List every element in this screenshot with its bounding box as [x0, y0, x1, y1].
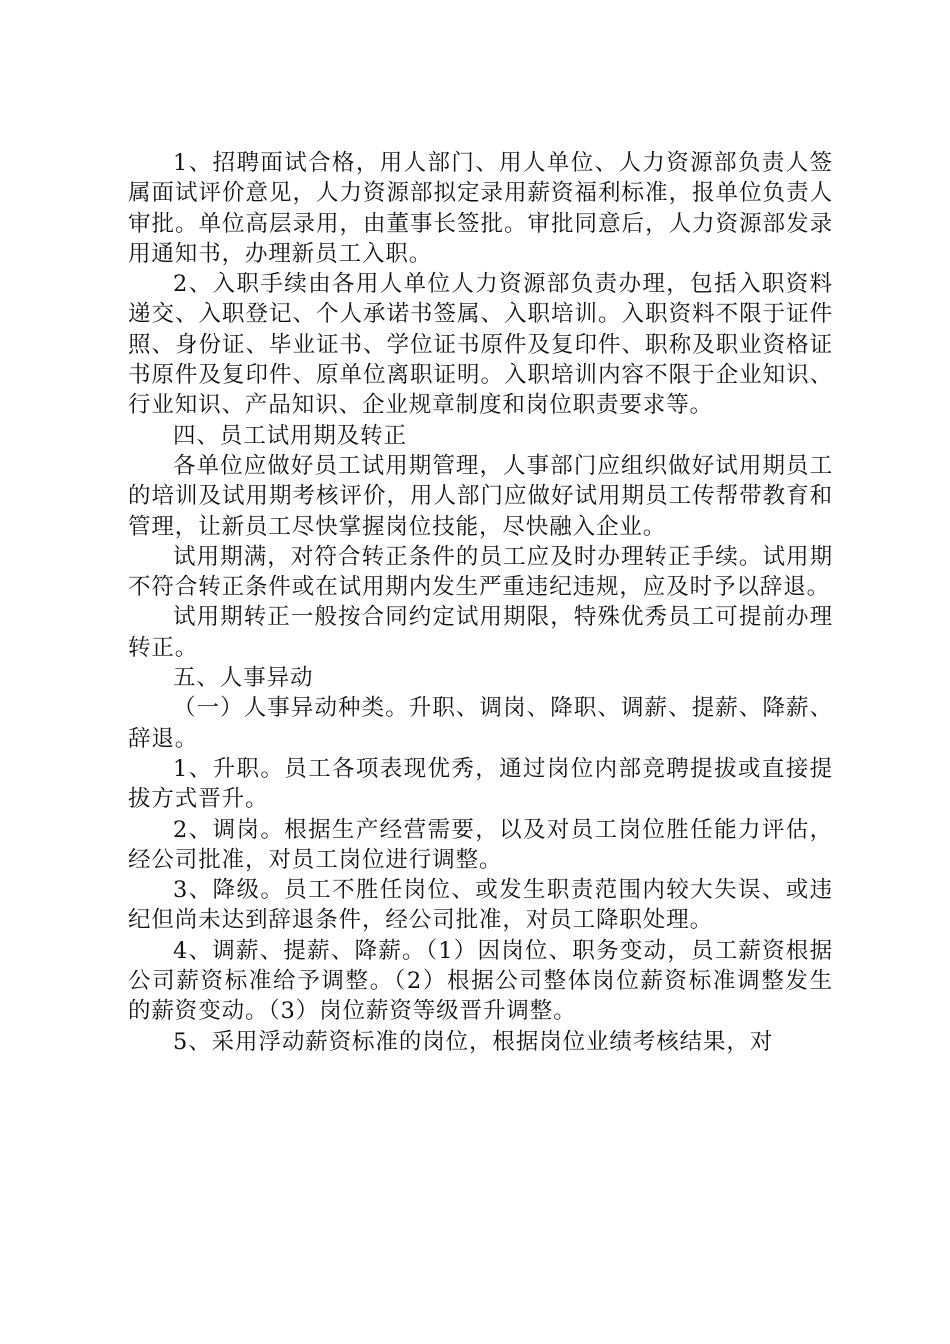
- section-heading-probation: 四、员工试用期及转正: [173, 422, 408, 449]
- paragraph-transfer: 2、调岗。根据生产经营需要，以及对员工岗位胜任能力评估，经公司批准，对员工岗位进行调整。: [128, 816, 833, 873]
- paragraph-hiring-approval: 1、招聘面试合格，用人部门、用人单位、人力资源部负责人签属面试评价意见，人力资源部拟定录用薪资福利标准，报单位负责人审批。单位高层录用，由董事长签批。审批同意后，人力资源部发录用通知书，办理新员工入职。: [128, 150, 833, 267]
- paragraph-salary-adjustment: 4、调薪、提薪、降薪。（1）因岗位、职务变动，员工薪资根据公司薪资标准给予调整。（2）根据公司整体岗位薪资标准调整发生的薪资变动。（3）岗位薪资等级晋升调整。: [128, 937, 833, 1025]
- document-body: [128, 148, 833, 1057]
- paragraph-onboarding-procedure: 2、入职手续由各用人单位人力资源部负责办理，包括入职资料递交、入职登记、个人承诺书签属、入职培训。入职资料不限于证件照、身份证、毕业证书、学位证书原件及复印件、职称及职业资格证书原件及复印件、原单位离职证明。入职培训内容不限于企业知识、行业知识、产品知识、企业规章制度和岗位职责要求等。: [128, 271, 833, 419]
- paragraph-promotion: 1、升职。员工各项表现优秀，通过岗位内部竞聘提拔或直接提拔方式晋升。: [128, 755, 833, 813]
- paragraph-demotion: 3、降级。员工不胜任岗位、或发生职责范围内较大失误、或违纪但尚未达到辞退条件，经公司批准，对员工降职处理。: [128, 877, 833, 934]
- paragraph-floating-salary: 5、采用浮动薪资标准的岗位，根据岗位业绩考核结果，对: [173, 1028, 774, 1055]
- paragraph-early-confirmation: 试用期转正一般按合同约定试用期限，特殊优秀员工可提前办理转正。: [128, 604, 833, 661]
- paragraph-probation-management: 各单位应做好员工试用期管理，人事部门应组织做好试用期员工的培训及试用期考核评价，用人部门应做好试用期员工传帮带教育和管理，让新员工尽快掌握岗位技能，尽快融入企业。: [128, 452, 833, 540]
- paragraph-change-types: （一）人事异动种类。升职、调岗、降职、调薪、提薪、降薪、辞退。: [128, 695, 833, 752]
- paragraph-probation-end: 试用期满，对符合转正条件的员工应及时办理转正手续。试用期不符合转正条件或在试用期内发生严重违纪违规，应及时予以辞退。: [128, 543, 833, 601]
- section-heading-personnel-changes: 五、人事异动: [173, 665, 314, 692]
